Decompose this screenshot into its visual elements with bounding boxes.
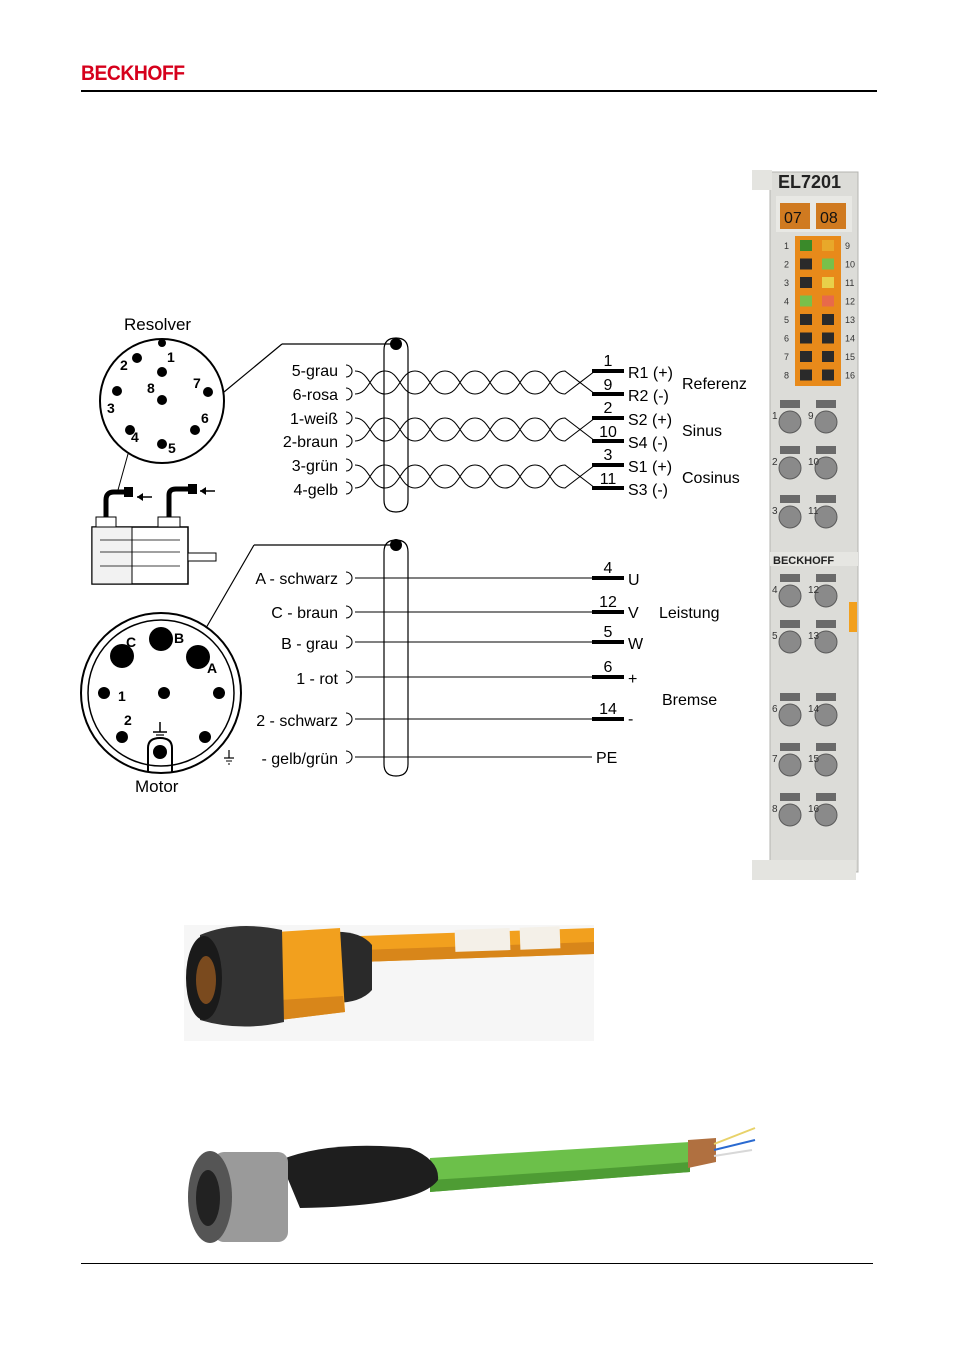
motor-signal-label: W: [628, 636, 644, 653]
led-number-right: 11: [845, 278, 855, 288]
resolver-signal-label: S4 (-): [628, 435, 668, 452]
channel-tab: 08: [820, 210, 838, 227]
group-label-referenz: Referenz: [682, 376, 747, 393]
terminal-left-number: 5: [772, 631, 778, 642]
green-encoder-cable-photo: [188, 1128, 755, 1243]
resolver-terminal-number: 3: [603, 447, 613, 464]
module-brand: BECKHOFF: [773, 555, 835, 567]
resolver-signal-label: S1 (+): [628, 459, 673, 476]
led-number-left: 2: [784, 259, 790, 270]
resolver-terminal-number: 9: [603, 377, 613, 394]
led-number-right: 13: [845, 315, 856, 325]
motor-terminal-number: 5: [603, 624, 613, 641]
motor-title: Motor: [135, 777, 179, 796]
resolver-signal-label: S2 (+): [628, 412, 673, 429]
motor-terminal-number: 12: [599, 594, 617, 611]
motor-terminal-number: 4: [603, 560, 613, 577]
led-number-right: 16: [845, 370, 856, 381]
motor-signal-label: PE: [596, 750, 618, 767]
led-number-left: 3: [784, 278, 790, 288]
terminal-right-number: 11: [808, 506, 819, 517]
led-number-left: 6: [784, 333, 790, 344]
terminal-left-number: 7: [772, 754, 778, 765]
terminal-left-number: 1: [772, 411, 778, 422]
orange-motor-cable-photo: [184, 925, 594, 1041]
terminal-left-number: 2: [772, 457, 778, 468]
group-label-bremse: Bremse: [662, 692, 718, 709]
terminal-right-number: 16: [808, 804, 820, 815]
led-number-right: 9: [845, 241, 851, 251]
resolver-wire-label: 2-braun: [282, 434, 338, 451]
led-number-left: 1: [784, 241, 790, 251]
terminal-right-number: 15: [808, 754, 820, 765]
resolver-terminal-number: 11: [599, 471, 617, 488]
motor-terminal-number: 6: [603, 659, 613, 676]
module-name: EL7201: [778, 172, 842, 192]
led-number-left: 8: [784, 370, 790, 381]
terminal-right-number: 10: [808, 457, 820, 468]
motor-pin-label: 1: [118, 688, 126, 704]
brand-logo: BECKHOFF: [81, 62, 185, 85]
motor-pin-label: 2: [124, 712, 132, 728]
group-label-leistung: Leistung: [659, 605, 720, 622]
led-number-right: 14: [845, 333, 856, 344]
group-label-cosinus: Cosinus: [682, 470, 740, 487]
terminal-left-number: 6: [772, 704, 778, 715]
resolver-terminal-number: 2: [603, 400, 613, 417]
terminal-left-number: 3: [772, 506, 778, 517]
motor-signal-label: -: [628, 711, 634, 728]
resolver-pin-label: 8: [147, 380, 155, 396]
resolver-wire-label: 5-grau: [291, 363, 338, 380]
resolver-pin-label: 5: [168, 440, 176, 456]
group-label-sinus: Sinus: [682, 423, 723, 440]
terminal-left-number: 4: [772, 585, 778, 596]
led-number-left: 5: [784, 315, 790, 325]
resolver-wire-label: 6-rosa: [292, 387, 338, 404]
motor-pin-label: A: [207, 660, 218, 676]
motor-signal-label: V: [628, 605, 639, 622]
motor-wire-label: 1 - rot: [296, 671, 338, 688]
led-number-right: 15: [845, 352, 856, 362]
terminal-right-number: 9: [808, 411, 814, 422]
resolver-terminal-number: 10: [599, 424, 617, 441]
motor-signal-label: +: [628, 671, 638, 688]
led-number-left: 4: [784, 296, 790, 307]
motor-terminal-number: 14: [599, 701, 617, 718]
resolver-signal-label: R2 (-): [628, 388, 669, 405]
resolver-wire-label: 1-weiß: [289, 411, 338, 428]
resolver-wire-label: 4-gelb: [293, 482, 338, 499]
led-number-right: 10: [845, 259, 856, 270]
led-number-left: 7: [784, 352, 790, 362]
motor-wire-label: 2 - schwarz: [256, 713, 338, 730]
resolver-title: Resolver: [124, 315, 192, 334]
motor-wire-label: B - grau: [281, 636, 338, 653]
terminal-left-number: 8: [772, 804, 778, 815]
motor-wire-label: A - schwarz: [255, 571, 338, 588]
channel-tab: 07: [784, 210, 802, 227]
motor-pin-label: B: [174, 630, 185, 646]
resolver-signal-label: R1 (+): [628, 365, 673, 382]
terminal-right-number: 13: [808, 631, 820, 642]
motor-signal-label: U: [628, 572, 640, 589]
resolver-pin-label: 4: [131, 429, 139, 445]
led-number-right: 12: [845, 296, 856, 307]
resolver-pin-label: 1: [167, 349, 175, 365]
resolver-pin-label: 7: [193, 375, 201, 391]
resolver-pin-label: 2: [120, 357, 128, 373]
resolver-wire-label: 3-grün: [291, 458, 338, 475]
terminal-right-number: 12: [808, 585, 820, 596]
resolver-terminal-number: 1: [603, 353, 613, 370]
resolver-pin-label: 6: [201, 410, 209, 426]
resolver-pin-label: 3: [107, 400, 115, 416]
footer-rule: [81, 1263, 873, 1264]
resolver-signal-label: S3 (-): [628, 482, 668, 499]
motor-pin-label: C: [126, 634, 137, 650]
motor-wire-label: C - braun: [271, 605, 338, 622]
motor-wire-label: - gelb/grün: [261, 751, 338, 768]
terminal-right-number: 14: [808, 704, 820, 715]
